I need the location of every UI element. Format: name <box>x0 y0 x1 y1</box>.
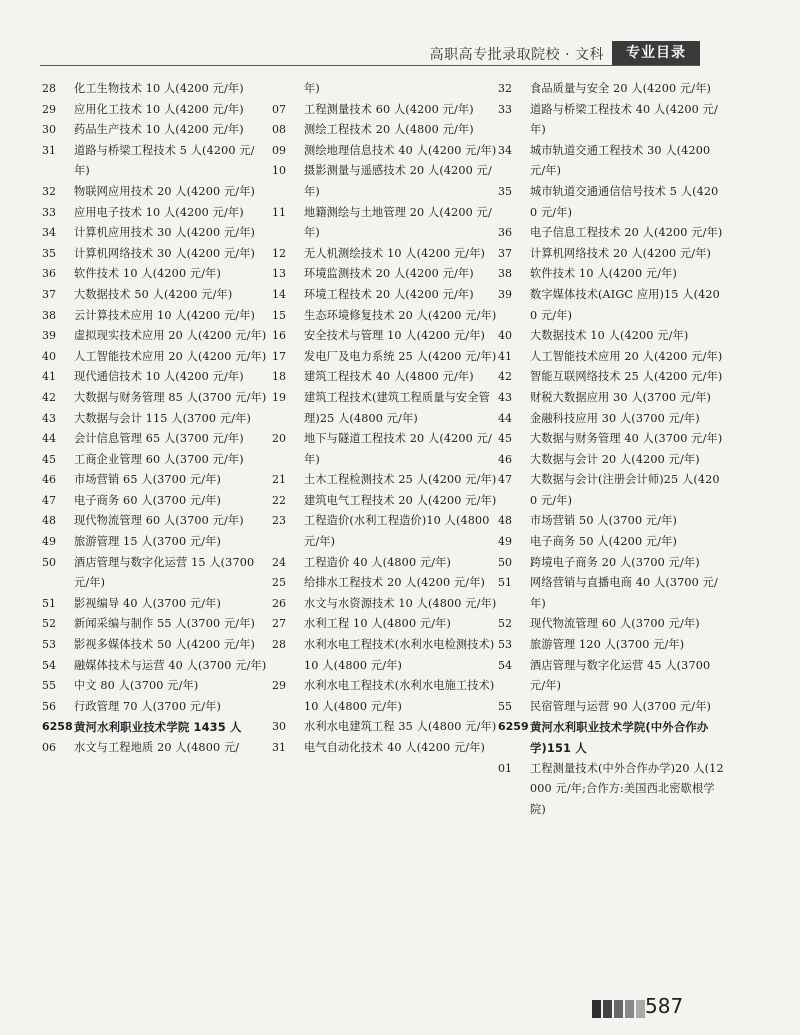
entry-text: 电子商务 60 人(3700 元/年) <box>74 493 222 507</box>
school-entry <box>42 717 268 738</box>
entry-text: 大数据技术 50 人(4200 元/年) <box>74 287 233 301</box>
entry-code: 15 <box>272 308 286 322</box>
entry-text: 现代物流管理 60 人(3700 元/年) <box>74 514 244 528</box>
entry-code: 50 <box>42 555 56 569</box>
entry-text: 工程测量技术 60 人(4200 元/年) <box>304 102 474 116</box>
entry-code: 53 <box>42 638 56 652</box>
entry-code: 39 <box>42 329 56 343</box>
program-entry <box>42 264 268 285</box>
program-entry <box>42 614 268 635</box>
entry-code: 45 <box>42 452 56 466</box>
program-entry <box>272 244 498 265</box>
entry-code: 33 <box>42 205 56 219</box>
entry-code: 47 <box>498 473 512 487</box>
entry-text: 水利水电工程技术(水利水电检测技术)10 人(4800 元/年) <box>304 638 495 672</box>
program-entry <box>272 264 498 285</box>
program-entry <box>42 429 268 450</box>
entry-text: 环境监测技术 20 人(4200 元/年) <box>304 267 474 281</box>
entry-text: 人工智能技术应用 20 人(4200 元/年) <box>530 349 723 363</box>
program-entry <box>272 553 498 574</box>
entry-code: 14 <box>272 287 286 301</box>
program-entry <box>42 182 268 203</box>
entry-text: 旅游管理 120 人(3700 元/年) <box>530 638 685 652</box>
entry-code: 53 <box>498 638 512 652</box>
entry-code: 36 <box>42 267 56 281</box>
entry-code: 29 <box>272 679 286 693</box>
entry-code: 23 <box>272 514 286 528</box>
program-entry <box>42 120 268 141</box>
entry-text: 水利工程 10 人(4800 元/年) <box>304 617 452 631</box>
entry-code: 49 <box>42 535 56 549</box>
program-entry <box>42 326 268 347</box>
entry-code: 01 <box>498 761 512 775</box>
entry-code: 40 <box>498 329 512 343</box>
entry-text: 工程测量技术(中外合作办学)20 人(12000 元/年;合作方:美国西北密歇根学院) <box>530 761 724 816</box>
entry-code: 31 <box>272 741 286 754</box>
program-entry <box>272 635 498 676</box>
program-entry <box>498 656 724 697</box>
footer-bar <box>625 1000 634 1018</box>
program-entry <box>498 573 724 614</box>
entry-text: 市场营销 50 人(3700 元/年) <box>530 514 678 528</box>
program-entry <box>272 306 498 327</box>
column-1 <box>42 79 268 759</box>
program-entry <box>498 614 724 635</box>
entry-code: 41 <box>498 349 512 363</box>
entry-code: 51 <box>498 576 512 590</box>
program-entry <box>272 511 498 552</box>
entry-code: 51 <box>42 596 56 610</box>
entry-text: 金融科技应用 30 人(3700 元/年) <box>530 411 700 425</box>
entry-text: 智能互联网络技术 25 人(4200 元/年) <box>530 370 723 384</box>
entry-code: 52 <box>498 617 512 631</box>
entry-code: 49 <box>498 535 512 549</box>
entry-text: 行政管理 70 人(3700 元/年) <box>74 699 222 713</box>
program-entry <box>42 635 268 656</box>
program-entry <box>498 429 724 450</box>
entry-text: 现代通信技术 10 人(4200 元/年) <box>74 370 244 384</box>
entry-text: 给排水工程技术 20 人(4200 元/年) <box>304 576 486 590</box>
program-entry <box>42 491 268 512</box>
entry-code: 30 <box>272 720 286 734</box>
entry-code: 10 <box>272 164 286 178</box>
program-entry <box>498 532 724 553</box>
program-entry <box>498 141 724 182</box>
entry-code: 08 <box>272 123 286 137</box>
entry-code: 11 <box>272 205 286 219</box>
page-number: 587 <box>645 994 684 1018</box>
program-entry <box>498 511 724 532</box>
program-entry <box>42 285 268 306</box>
entry-text: 水文与水资源技术 10 人(4800 元/年) <box>304 596 497 610</box>
program-entry <box>272 491 498 512</box>
program-entry <box>272 594 498 615</box>
entry-text: 测绘地理信息技术 40 人(4200 元/年) <box>304 143 497 157</box>
footer-bar <box>603 1000 612 1018</box>
program-entry <box>42 223 268 244</box>
entry-text: 软件技术 10 人(4200 元/年) <box>74 267 222 281</box>
entry-text: 市场营销 65 人(3700 元/年) <box>74 473 222 487</box>
entry-text: 计算机网络技术 30 人(4200 元/年) <box>74 246 256 260</box>
entry-code: 35 <box>42 246 56 260</box>
program-entry <box>498 326 724 347</box>
program-entry <box>272 429 498 470</box>
entry-code: 54 <box>498 658 512 672</box>
entry-text: 云计算技术应用 10 人(4200 元/年) <box>74 308 256 322</box>
entry-code: 42 <box>498 370 512 384</box>
program-entry <box>498 553 724 574</box>
program-entry <box>272 326 498 347</box>
entry-code: 37 <box>42 287 56 301</box>
program-entry <box>42 79 268 100</box>
entry-text: 软件技术 10 人(4200 元/年) <box>530 267 678 281</box>
program-entry <box>272 738 498 759</box>
entry-code: 22 <box>272 493 286 507</box>
entry-code: 45 <box>498 432 512 446</box>
entry-text: 建筑电气工程技术 20 人(4200 元/年) <box>304 493 497 507</box>
column-2 <box>272 79 498 759</box>
entry-text: 网络营销与直播电商 40 人(3700 元/年) <box>530 576 718 610</box>
entry-text: 酒店管理与数字化运营 45 人(3700 元/年) <box>530 658 711 693</box>
entry-code: 06 <box>42 741 56 754</box>
entry-code: 30 <box>42 123 56 137</box>
entry-code: 13 <box>272 267 286 281</box>
program-entry <box>42 388 268 409</box>
program-entry <box>498 285 724 326</box>
entry-code: 54 <box>42 658 56 672</box>
program-entry <box>498 347 724 368</box>
entry-text: 会计信息管理 65 人(3700 元/年) <box>74 432 244 446</box>
program-entry <box>272 717 498 738</box>
program-entry <box>498 79 724 100</box>
program-entry <box>42 676 268 697</box>
program-entry <box>272 161 498 202</box>
entry-code: 29 <box>42 102 56 116</box>
entry-code: 25 <box>272 576 286 590</box>
entry-text: 新闻采编与制作 55 人(3700 元/年) <box>74 617 256 631</box>
entry-code: 39 <box>498 287 512 301</box>
entry-text: 大数据与财务管理 40 人(3700 元/年) <box>530 432 723 446</box>
running-title: 高职高专批录取院校 · 文科 <box>429 47 604 63</box>
program-entry <box>42 656 268 677</box>
entry-code: 07 <box>272 102 286 116</box>
entry-code: 52 <box>42 617 56 631</box>
entry-text: 物联网应用技术 20 人(4200 元/年) <box>74 184 256 198</box>
entry-text: 虚拟现实技术应用 20 人(4200 元/年) <box>74 329 267 343</box>
entry-code: 19 <box>272 390 286 404</box>
entry-code: 50 <box>498 555 512 569</box>
entry-code: 33 <box>498 102 512 116</box>
entry-text: 生态环境修复技术 20 人(4200 元/年) <box>304 308 497 322</box>
program-entry <box>498 697 724 718</box>
entry-text: 黄河水利职业技术学院 1435 人 <box>74 720 242 735</box>
program-entry <box>272 141 498 162</box>
entry-code: 32 <box>498 82 512 95</box>
program-entry <box>498 470 724 511</box>
program-entry <box>498 388 724 409</box>
program-entry <box>42 244 268 265</box>
column-3 <box>498 79 724 820</box>
entry-text: 应用化工技术 10 人(4200 元/年) <box>74 102 244 116</box>
entry-code: 12 <box>272 246 286 260</box>
footer-bar <box>592 1000 601 1018</box>
program-entry <box>42 594 268 615</box>
entry-code: 6258 <box>42 720 73 734</box>
program-entry <box>42 553 268 594</box>
entry-code: 18 <box>272 370 286 384</box>
program-entry <box>272 100 498 121</box>
program-entry <box>42 409 268 430</box>
entry-code: 27 <box>272 617 286 631</box>
entry-text: 应用电子技术 10 人(4200 元/年) <box>74 205 244 219</box>
entry-text: 数字媒体技术(AIGC 应用)15 人(4200 元/年) <box>530 287 720 322</box>
entry-code: 24 <box>272 555 286 569</box>
program-entry <box>498 450 724 471</box>
entry-code: 28 <box>272 638 286 652</box>
program-entry <box>272 367 498 388</box>
entry-code: 09 <box>272 143 286 157</box>
program-entry <box>498 244 724 265</box>
entry-text: 测绘工程技术 20 人(4800 元/年) <box>304 123 474 137</box>
entry-code: 32 <box>42 184 56 198</box>
program-entry <box>42 306 268 327</box>
entry-code: 48 <box>42 514 56 528</box>
entry-text: 融媒体技术与运营 40 人(3700 元/年) <box>74 658 267 672</box>
entry-code: 40 <box>42 349 56 363</box>
program-entry <box>498 409 724 430</box>
footer-bar <box>614 1000 623 1018</box>
entry-text: 建筑工程技术(建筑工程质量与安全管理)25 人(4800 元/年) <box>304 390 490 425</box>
entry-code: 26 <box>272 596 286 610</box>
entry-code: 38 <box>498 267 512 281</box>
entry-text: 旅游管理 15 人(3700 元/年) <box>74 535 222 549</box>
entry-text: 工程造价(水利工程造价)10 人(4800 元/年) <box>304 514 490 549</box>
entry-code: 46 <box>42 473 56 487</box>
entry-code <box>272 79 304 100</box>
entry-text: 电子信息工程技术 20 人(4200 元/年) <box>530 226 723 240</box>
entry-text: 城市轨道交通通信信号技术 5 人(4200 元/年) <box>530 184 719 219</box>
program-entry <box>498 264 724 285</box>
footer-bars <box>592 1000 645 1018</box>
entry-text: 环境工程技术 20 人(4200 元/年) <box>304 287 474 301</box>
program-entry <box>272 573 498 594</box>
program-entry <box>42 470 268 491</box>
section-tag: 专业目录 <box>612 41 700 65</box>
entry-code: 55 <box>42 679 56 693</box>
entry-text: 财税大数据应用 30 人(3700 元/年) <box>530 390 712 404</box>
entry-text: 摄影测量与遥感技术 20 人(4200 元/年) <box>304 164 492 198</box>
program-entry <box>42 141 268 182</box>
program-entry <box>498 100 724 141</box>
entry-text: 大数据与会计(注册会计师)25 人(4200 元/年) <box>530 473 720 507</box>
entry-code: 38 <box>42 308 56 322</box>
entry-text: 水利水电工程技术(水利水电施工技术)10 人(4800 元/年) <box>304 679 495 713</box>
entry-text: 大数据与会计 20 人(4200 元/年) <box>530 452 700 466</box>
program-entry <box>42 203 268 224</box>
entry-code: 55 <box>498 699 512 713</box>
entry-text: 无人机测绘技术 10 人(4200 元/年) <box>304 246 486 260</box>
program-entry <box>498 223 724 244</box>
entry-code: 46 <box>498 452 512 466</box>
program-entry <box>272 676 498 717</box>
entry-code: 28 <box>42 82 56 95</box>
program-entry <box>272 79 498 100</box>
entry-text: 地下与隧道工程技术 20 人(4200 元/年) <box>304 432 492 466</box>
program-entry <box>272 120 498 141</box>
entry-text: 药品生产技术 10 人(4200 元/年) <box>74 123 244 137</box>
entry-code: 42 <box>42 390 56 404</box>
program-entry <box>272 203 498 244</box>
entry-text: 工商企业管理 60 人(3700 元/年) <box>74 452 244 466</box>
program-entry <box>272 470 498 491</box>
entry-code: 20 <box>272 432 286 446</box>
entry-code: 21 <box>272 473 286 487</box>
entry-text: 大数据与财务管理 85 人(3700 元/年) <box>74 390 267 404</box>
program-entry <box>498 635 724 656</box>
program-entry <box>498 759 724 821</box>
entry-text: 跨境电子商务 20 人(3700 元/年) <box>530 555 700 569</box>
entry-code: 43 <box>42 411 56 425</box>
program-entry <box>42 532 268 553</box>
program-entry <box>42 511 268 532</box>
entry-code: 44 <box>42 432 56 446</box>
entry-text: 电子商务 50 人(4200 元/年) <box>530 535 678 549</box>
entry-text: 道路与桥梁工程技术 5 人(4200 元/年) <box>74 143 255 178</box>
entry-text: 影视多媒体技术 50 人(4200 元/年) <box>74 638 256 652</box>
program-entry <box>42 450 268 471</box>
entry-code: 44 <box>498 411 512 425</box>
program-entry <box>272 614 498 635</box>
entry-code: 16 <box>272 329 286 343</box>
entry-text: 年) <box>304 82 320 95</box>
entry-code: 41 <box>42 370 56 384</box>
entry-text: 道路与桥梁工程技术 40 人(4200 元/年) <box>530 102 718 137</box>
entry-text: 大数据技术 10 人(4200 元/年) <box>530 329 689 343</box>
program-entry <box>42 697 268 718</box>
program-entry <box>498 182 724 223</box>
entry-text: 安全技术与管理 10 人(4200 元/年) <box>304 329 486 343</box>
entry-code: 31 <box>42 143 56 157</box>
program-entry <box>42 347 268 368</box>
entry-code: 37 <box>498 246 512 260</box>
entry-code: 36 <box>498 226 512 240</box>
entry-text: 计算机应用技术 30 人(4200 元/年) <box>74 226 256 240</box>
entry-text: 人工智能技术应用 20 人(4200 元/年) <box>74 349 267 363</box>
header-rule <box>40 65 700 66</box>
entry-code: 43 <box>498 390 512 404</box>
entry-text: 发电厂及电力系统 25 人(4200 元/年) <box>304 349 497 363</box>
entry-text: 现代物流管理 60 人(3700 元/年) <box>530 617 700 631</box>
entry-code: 34 <box>42 226 56 240</box>
entry-code: 56 <box>42 699 56 713</box>
entry-text: 计算机网络技术 20 人(4200 元/年) <box>530 246 712 260</box>
entry-text: 水利水电建筑工程 35 人(4800 元/年) <box>304 720 497 734</box>
entry-text: 水文与工程地质 20 人(4800 元/ <box>74 741 240 754</box>
program-entry <box>272 388 498 429</box>
program-entry <box>272 285 498 306</box>
entry-text: 化工生物技术 10 人(4200 元/年) <box>74 82 244 95</box>
entry-text: 土木工程检测技术 25 人(4200 元/年) <box>304 473 497 487</box>
entry-text: 影视编导 40 人(3700 元/年) <box>74 596 222 610</box>
entry-text: 工程造价 40 人(4800 元/年) <box>304 555 452 569</box>
entry-code: 35 <box>498 184 512 198</box>
entry-code: 6259 <box>498 720 529 734</box>
entry-text: 地籍测绘与土地管理 20 人(4200 元/年) <box>304 205 492 240</box>
footer-bar <box>636 1000 645 1018</box>
entry-code: 17 <box>272 349 286 363</box>
program-entry <box>498 367 724 388</box>
program-entry <box>42 100 268 121</box>
entry-text: 民宿管理与运营 90 人(3700 元/年) <box>530 699 712 713</box>
entry-text: 中文 80 人(3700 元/年) <box>74 679 199 693</box>
entry-code: 34 <box>498 143 512 157</box>
entry-code: 48 <box>498 514 512 528</box>
entry-text: 酒店管理与数字化运营 15 人(3700 元/年) <box>74 555 255 590</box>
entry-text: 食品质量与安全 20 人(4200 元/年) <box>530 82 712 95</box>
school-entry <box>498 717 724 758</box>
entry-text: 黄河水利职业技术学院(中外合作办学)151 人 <box>530 720 709 755</box>
entry-text: 城市轨道交通工程技术 30 人(4200 元/年) <box>530 143 711 178</box>
entry-text: 电气自动化技术 40 人(4200 元/年) <box>304 741 486 754</box>
program-entry <box>272 347 498 368</box>
entry-code: 47 <box>42 493 56 507</box>
entry-text: 大数据与会计 115 人(3700 元/年) <box>74 411 251 425</box>
program-entry <box>42 738 268 759</box>
program-entry <box>42 367 268 388</box>
entry-text: 建筑工程技术 40 人(4800 元/年) <box>304 370 474 384</box>
